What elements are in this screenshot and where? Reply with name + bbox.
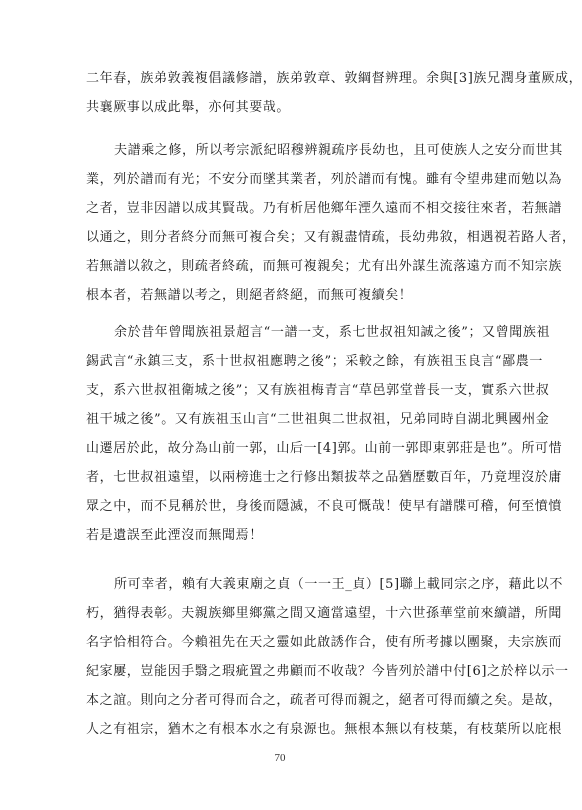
- text-line: 山遷居於此，故分為山前一郭，山后一[4]郭。山前一郭即東郭莊是也”。所可惜: [86, 441, 563, 456]
- paragraph-2: [86, 136, 576, 310]
- text-line: 夫譜乘之修，所以考宗派紀昭穆辨親疏序長幼也，且可使族人之安分而世其: [114, 143, 563, 158]
- text-line: 祖干城之後”。又有族祖玉山言“二世祖與二世叔祖，兄弟同時自湖北興國州金: [86, 412, 550, 427]
- text-line: 紀家屢，豈能因手翳之瑕疵置之弗顧而不收哉？今皆列於譜中付[6]之於梓以示一: [86, 664, 569, 679]
- text-line: 朽，猶得表彰。夫親族鄉里鄉黨之間又適當遠望，十六世孫華堂前來續譜，所聞: [86, 606, 563, 621]
- text-line: 二年春，族弟敦義複倡議修譜，族弟敦章、敦綱督辨理。余與[3]族兄潤身董厥成，: [86, 71, 582, 86]
- text-line: 眾之中，而不見稱於世，身後而隱滅，不良可慨哉！使早有譜牒可稽，何至憤憤: [86, 499, 563, 514]
- text-line: 余於昔年曾聞族祖景超言“一譜一支，系七世叔祖知誠之後”；又曾聞族祖: [114, 325, 551, 340]
- paragraph-4: [86, 570, 569, 744]
- text-line: 所可幸者，賴有大義東廟之貞（一一王_貞）[5]聯上載同宗之序，藉此以不: [114, 577, 563, 592]
- paragraph-3: [86, 318, 563, 550]
- text-line: 以通之，則分者終分而無可複合矣；又有親盡情疏，長幼弗敘，相遇視若路人者，: [86, 230, 576, 245]
- text-line: 支，系六世叔祖衛城之後”；又有族祖梅青言“草邑郭堂普長一支，實系六世叔: [86, 383, 550, 398]
- text-line: 之者，豈非因譜以成其賢哉。乃有析居他鄉年湮久遠而不相交接往來者，若無譜: [86, 201, 563, 216]
- text-line: 本之誼。則向之分者可得而合之，疏者可得而親之，絕者可得而續之矣。是故，: [86, 693, 563, 708]
- text-line: 共襄厥事以成此舉，亦何其要哉。: [86, 100, 291, 115]
- text-line: 若是遺誤至此湮沒而無聞焉！: [86, 528, 263, 543]
- text-line: 名字恰相符合。今賴祖先在天之靈如此啟誘作合，使有所考據以團聚，夫宗族而: [86, 635, 563, 650]
- text-line: 業，列於譜而有光；不安分而墜其業者，列於譜而有愧。雖有令望弗建而勉以為: [86, 172, 563, 187]
- text-line: 根本者，若無譜以考之，則絕者終絕，而無可複續矣！: [86, 288, 413, 303]
- paragraph-1: [86, 64, 582, 122]
- text-line: 人之有祖宗，猶木之有根本水之有泉源也。無根本無以有枝葉，有枝葉所以庇根: [86, 722, 563, 737]
- text-line: 者，七世叔祖遠望，以兩榜進士之行修出類拔萃之品猶歷數百年，乃竟埋沒於庸: [86, 470, 563, 485]
- text-line: 若無譜以敘之，則疏者終疏，而無可複親矣；尤有出外謀生流落遠方而不知宗族: [86, 259, 563, 274]
- text-line: 錫武言“永鎮三支，系十世叔祖應聘之後”；采較之餘，有族祖玉良言“鄙農一: [86, 354, 543, 369]
- page-number: 70: [274, 752, 286, 764]
